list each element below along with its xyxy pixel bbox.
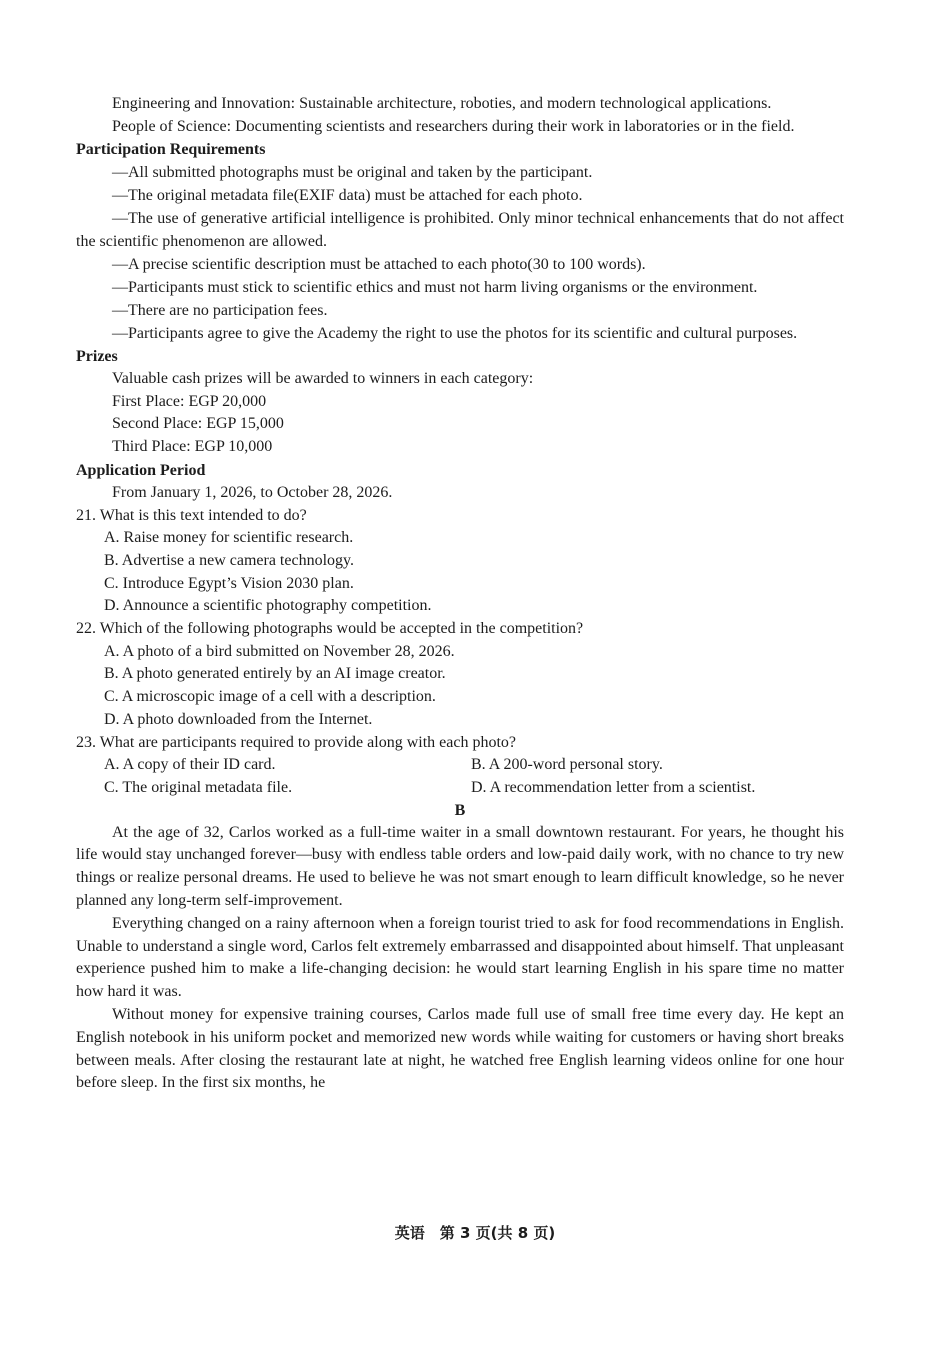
question-21-option-c: C. Introduce Egypt’s Vision 2030 plan. xyxy=(104,574,354,592)
question-23-options-row-2 xyxy=(76,777,844,800)
question-21-option-b: B. Advertise a new camera technology. xyxy=(104,551,354,569)
question-21-option-a: A. Raise money for scientific research. xyxy=(104,529,354,547)
question-21-stem: 21. What is this text intended to do? xyxy=(76,506,307,524)
requirement-item: —The use of generative artificial intelligence is prohibited. Only minor technical enhancements that do not affect the scientific phenomenon are allowed. xyxy=(76,210,844,250)
prize-first: First Place: EGP 20,000 xyxy=(112,392,267,410)
requirement-item: —Participants must stick to scientific ethics and must not harm living organisms or the environment. xyxy=(112,279,758,296)
question-22-stem: 22. Which of the following photographs would be accepted in the competition? xyxy=(76,620,584,638)
question-22-option-b: B. A photo generated entirely by an AI image creator. xyxy=(104,665,446,683)
question-21-option-d: D. Announce a scientific photography competition. xyxy=(104,597,432,615)
question-22-option-c: C. A microscopic image of a cell with a description. xyxy=(104,688,436,706)
question-23-options-row-1 xyxy=(76,754,844,777)
requirement-item: —The original metadata file(EXIF data) must be attached for each photo. xyxy=(112,187,583,204)
passage-b-paragraph: Everything changed on a rainy afternoon when a foreign tourist tried to ask for food recommendations in English. Unable to understand a single word, Carlos felt extremely embarrassed and disappointed about himself. That unpleasant experience pushed him to make a life-changing decision: he would start learning English in his spare time no matter how hard it was. xyxy=(76,914,844,1001)
requirement-item: —A precise scientific description must be attached to each photo(30 to 100 words). xyxy=(112,256,646,273)
requirement-item: —All submitted photographs must be original and taken by the participant. xyxy=(112,164,593,181)
prize-third: Third Place: EGP 10,000 xyxy=(112,438,273,456)
question-22-option-d: D. A photo downloaded from the Internet. xyxy=(104,710,373,728)
prize-second: Second Place: EGP 15,000 xyxy=(112,415,284,433)
page-content xyxy=(76,92,844,1095)
prizes-intro: Valuable cash prizes will be awarded to winners in each category: xyxy=(112,370,534,387)
page-footer: 英语 第 3 页(共 8 页) xyxy=(394,1224,556,1242)
category-engineering: Engineering and Innovation: Sustainable architecture, roboties, and modern technological applications. xyxy=(112,95,772,112)
passage-b-paragraph: Without money for expensive training courses, Carlos made full use of small free time every day. He kept an English notebook in his uniform pocket and memorized new words while waiting for customers or having short breaks between meals. After closing the restaurant late at night, he watched free English learning videos online for one hour before sleep. In the first six months, he xyxy=(76,1006,844,1092)
period-text: From January 1, 2026, to October 28, 2026. xyxy=(112,483,393,501)
question-23-option-a: A. A copy of their ID card. xyxy=(104,756,276,774)
prizes-heading: Prizes xyxy=(76,348,118,365)
question-23-option-b: B. A 200-word personal story. xyxy=(471,756,663,774)
category-people-of-science: People of Science: Documenting scientists and researchers during their work in laboratories or in the field. xyxy=(112,118,795,135)
question-23-option-d: D. A recommendation letter from a scientist. xyxy=(471,778,756,796)
question-23-stem: 23. What are participants required to provide along with each photo? xyxy=(76,733,516,751)
question-23-option-c: C. The original metadata file. xyxy=(104,778,293,796)
period-heading: Application Period xyxy=(76,461,206,479)
question-22-option-a: A. A photo of a bird submitted on November 28, 2026. xyxy=(104,642,455,660)
requirements-heading: Participation Requirements xyxy=(76,141,266,158)
requirement-item: —Participants agree to give the Academy the right to use the photos for its scientific and cultural purposes. xyxy=(112,325,798,342)
section-b-label: B xyxy=(454,801,466,819)
passage-b-paragraph: At the age of 32, Carlos worked as a full-time waiter in a small downtown restaurant. For years, he thought his life would stay unchanged forever—busy with endless table orders and low-paid daily work, with no chance to try new things or realize personal dreams. He used to believe he was not smart enough to learn difficult knowledge, so he never planned any long-term self-improvement. xyxy=(76,823,844,910)
requirement-item: —There are no participation fees. xyxy=(112,302,328,319)
